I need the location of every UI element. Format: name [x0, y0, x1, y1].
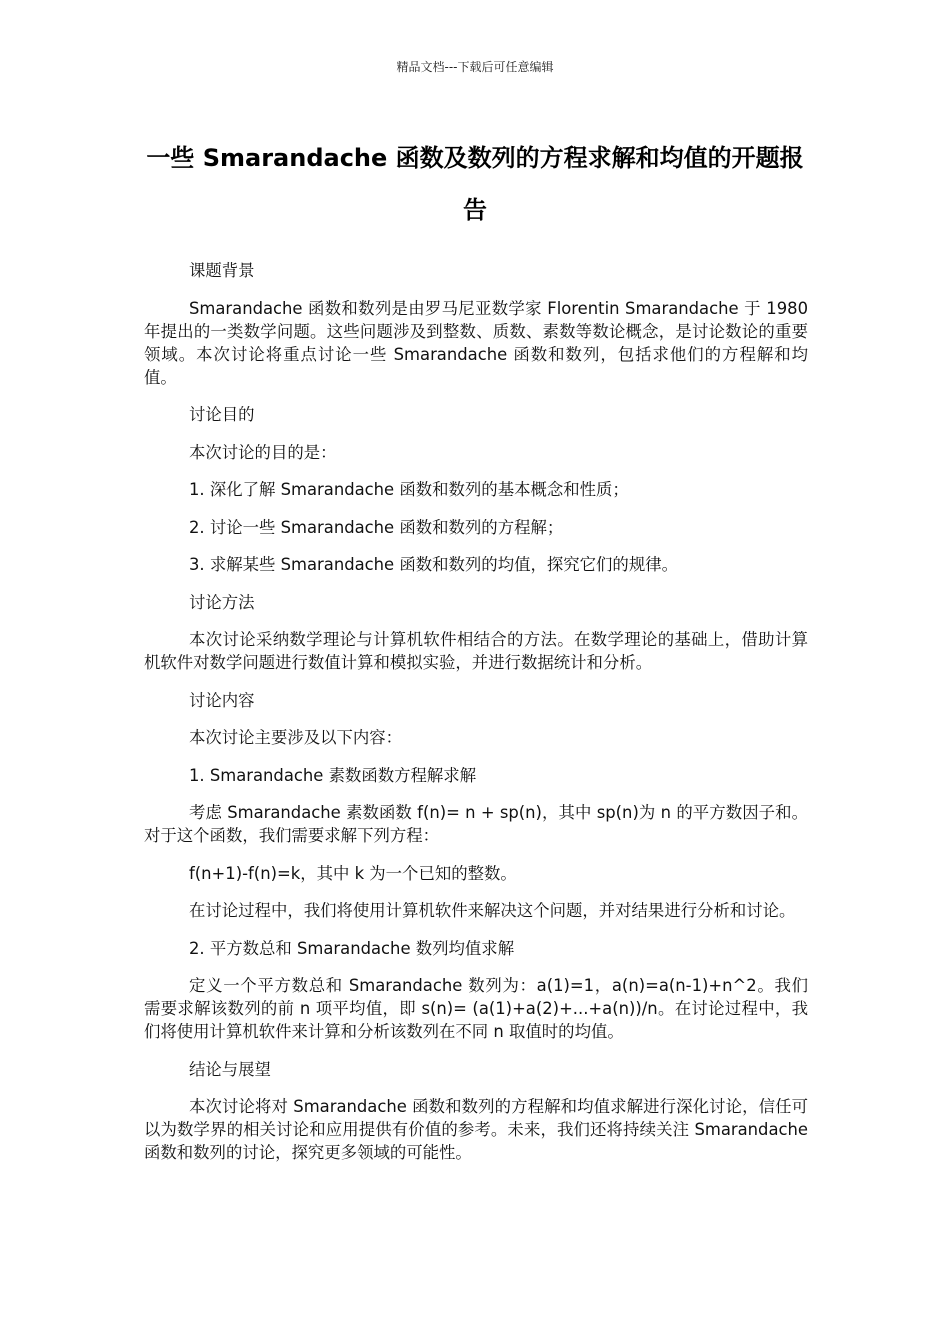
paragraph-content-1-process: 在讨论过程中，我们将使用计算机软件来解决这个问题，并对结果进行分析和讨论。	[189, 901, 796, 920]
paragraph-equation: f(n+1)-f(n)=k，其中 k 为一个已知的整数。	[189, 863, 517, 883]
paragraph-method: 本次讨论采纳数学理论与计算机软件相结合的方法。在数学理论的基础上，借助计算机软件对数学问题进行数值计算和模拟实验，并进行数据统计和分析。	[144, 630, 808, 672]
section-heading-method: 讨论方法	[189, 592, 255, 612]
header-note: 精品文档---下载后可任意编辑	[396, 60, 554, 74]
list-item-purpose-1: 1. 深化了解 Smarandache 函数和数列的基本概念和性质；	[189, 480, 629, 499]
section-heading-conclusion: 结论与展望	[189, 1059, 271, 1079]
paragraph-background: Smarandache 函数和数列是由罗马尼亚数学家 Florentin Smarandache 于 1980 年提出的一类数学问题。这些问题涉及到整数、质数、素数等数论概念，是讨论数论的重要领域。本次讨论将重点讨论一些 Smarandache 函数和数列，包括求他们的方程解和均值。	[144, 298, 808, 387]
paragraph-purpose-intro: 本次讨论的目的是：	[189, 442, 337, 462]
list-item-purpose-2: 2. 讨论一些 Smarandache 函数和数列的方程解；	[189, 517, 564, 537]
list-item-content-2: 2. 平方数总和 Smarandache 数列均值求解	[189, 938, 515, 958]
section-heading-background: 课题背景	[189, 261, 255, 280]
list-item-content-1: 1. Smarandache 素数函数方程解求解	[189, 765, 477, 785]
section-heading-content: 讨论内容	[189, 690, 255, 710]
document-body	[144, 259, 808, 1179]
paragraph-conclusion: 本次讨论将对 Smarandache 函数和数列的方程解和均值求解进行深化讨论，信任可以为数学界的相关讨论和应用提供有价值的参考。未来，我们还将持续关注 Smarandache 函数和数列的讨论，探究更多领域的可能性。	[144, 1097, 808, 1162]
document-title: 一些 Smarandache 函数及数列的方程求解和均值的开题报告	[146, 144, 804, 224]
paragraph-content-2-desc: 定义一个平方数总和 Smarandache 数列为：a(1)=1，a(n)=a(n-1)+n^2。我们需要求解该数列的前 n 项平均值，即 s(n)= (a(1)+a(2)+...+a(n))/n。在讨论过程中，我们将使用计算机软件来计算和分析该数列在不同 n 取值时的均值。	[144, 976, 808, 1041]
paragraph-content-1-desc: 考虑 Smarandache 素数函数 f(n)= n + sp(n)，其中 sp(n)为 n 的平方数因子和。对于这个函数，我们需要求解下列方程：	[144, 803, 808, 845]
paragraph-content-intro: 本次讨论主要涉及以下内容：	[189, 728, 403, 747]
section-heading-purpose: 讨论目的	[189, 405, 255, 424]
list-item-purpose-3: 3. 求解某些 Smarandache 函数和数列的均值，探究它们的规律。	[189, 555, 678, 574]
